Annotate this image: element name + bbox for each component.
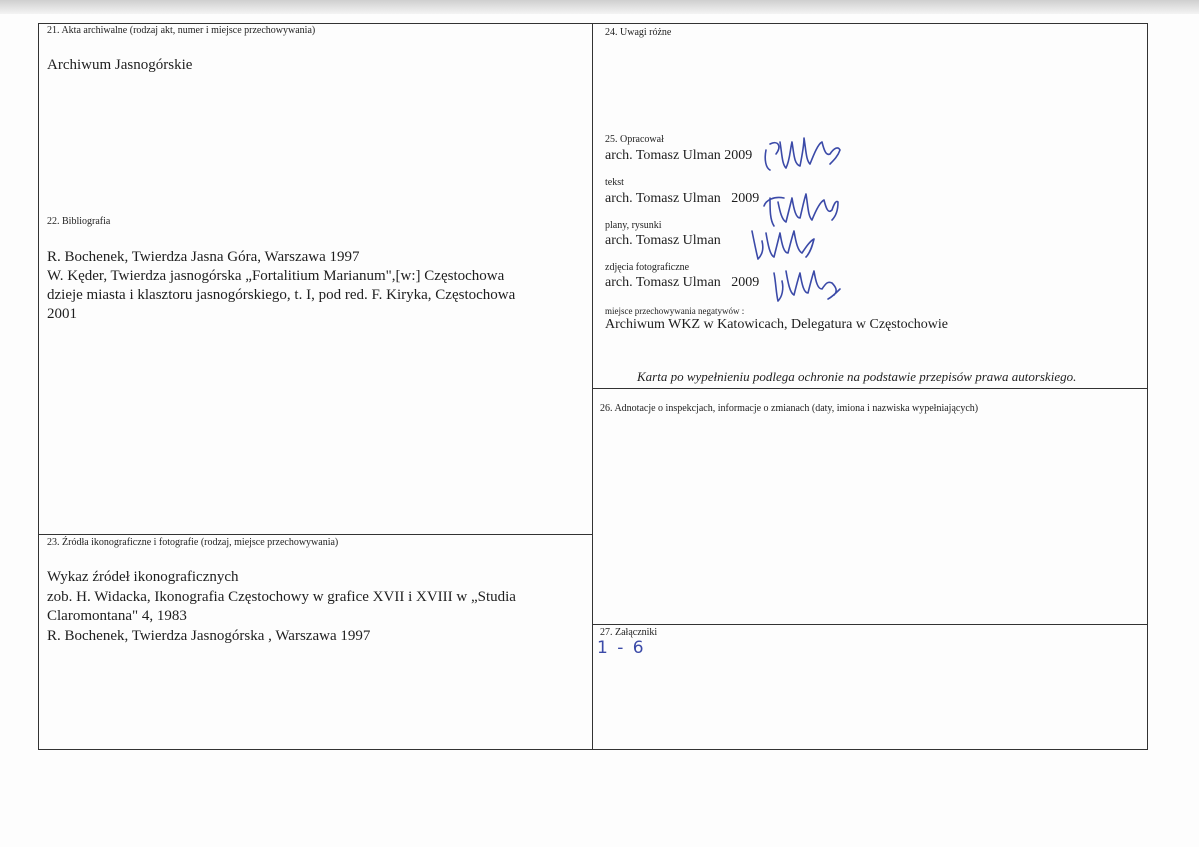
negatives-value: Archiwum WKZ w Katowicach, Delegatura w Częstochowie xyxy=(605,317,949,332)
bibliography-line: dzieje miasta i klasztoru jasnogórskiego, t. I, pod red. F. Kiryka, Częstochowa xyxy=(47,287,516,303)
text-label: tekst xyxy=(605,177,624,188)
author-value: arch. Tomasz Ulman 2009 xyxy=(605,148,753,163)
divider-26 xyxy=(592,388,1148,389)
signature-text xyxy=(760,188,850,230)
frame-top xyxy=(38,23,1148,24)
attachments-value: 1 - 6 xyxy=(597,638,646,658)
divider-23 xyxy=(38,534,593,535)
bibliography-line: W. Kęder, Twierdza jasnogórska „Fortalitium Marianum",[w:] Częstochowa xyxy=(47,268,505,284)
frame-right xyxy=(1147,23,1148,750)
section-27-label: 27. Załączniki xyxy=(600,627,658,638)
frame-bottom xyxy=(38,749,1148,750)
frame-left xyxy=(38,23,39,750)
section-25-label: 25. Opracował xyxy=(605,134,664,145)
iconography-line: zob. H. Widacka, Ikonografia Częstochowy w grafice XVII i XVIII w „Studia xyxy=(47,589,516,605)
signature-photos xyxy=(770,263,850,308)
iconography-line: R. Bochenek, Twierdza Jasnogórska , Warszawa 1997 xyxy=(47,628,371,644)
signature-author xyxy=(760,130,850,175)
section-26-label: 26. Adnotacje o inspekcjach, informacje o zmianach (daty, imiona i nazwiska wypełniających) xyxy=(600,403,979,414)
signature-plans xyxy=(748,225,828,265)
section-21-text: Archiwum Jasnogórskie xyxy=(47,57,193,73)
frame-middle xyxy=(592,23,593,750)
negatives-label: miejsce przechowywania negatywów : xyxy=(605,306,745,316)
copyright-notice: Karta po wypełnieniu podlega ochronie na podstawie przepisów prawa autorskiego. xyxy=(637,369,1077,384)
plans-value: arch. Tomasz Ulman xyxy=(605,233,721,248)
section-24-label: 24. Uwagi różne xyxy=(605,27,672,38)
section-23-label: 23. Źródła ikonograficzne i fotografie (rodzaj, miejsce przechowywania) xyxy=(47,537,339,548)
iconography-line: Wykaz źródeł ikonograficznych xyxy=(47,569,239,585)
section-22-label: 22. Bibliografia xyxy=(47,216,111,227)
photos-value: arch. Tomasz Ulman 2009 xyxy=(605,275,760,290)
bibliography-line: R. Bochenek, Twierdza Jasna Góra, Warszawa 1997 xyxy=(47,249,360,265)
photos-label: zdjęcia fotograficzne xyxy=(605,262,690,273)
text-value: arch. Tomasz Ulman 2009 xyxy=(605,191,760,206)
bibliography-line: 2001 xyxy=(47,306,77,322)
iconography-line: Claromontana" 4, 1983 xyxy=(47,608,187,624)
section-21-label: 21. Akta archiwalne (rodzaj akt, numer i miejsce przechowywania) xyxy=(47,25,316,36)
plans-label: plany, rysunki xyxy=(605,220,662,231)
divider-27 xyxy=(592,624,1148,625)
